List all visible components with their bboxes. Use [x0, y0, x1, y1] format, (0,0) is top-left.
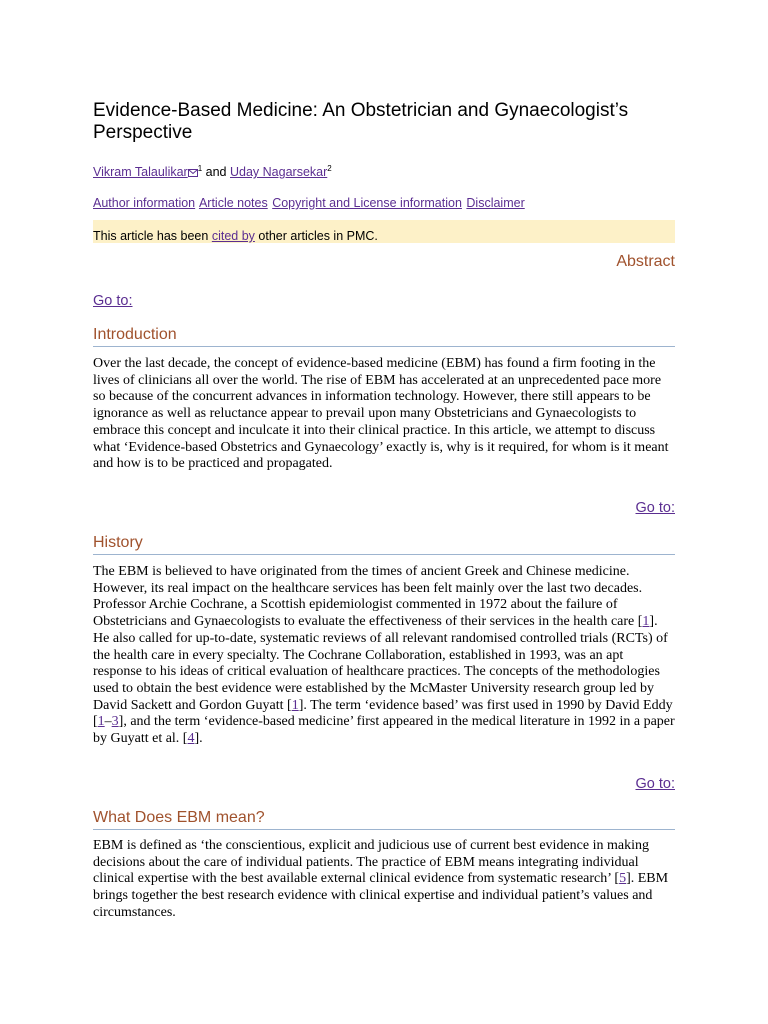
article-notes-link[interactable]: Article notes: [198, 196, 268, 210]
reference-link[interactable]: 4: [187, 731, 195, 747]
envelope-icon[interactable]: [188, 165, 198, 173]
history-paragraph: [93, 564, 675, 748]
abstract-heading[interactable]: Abstract: [616, 253, 675, 270]
cited-prefix: This article has been: [93, 229, 209, 243]
author-list: [93, 161, 332, 180]
author-link-nagarsekar[interactable]: Uday Nagarsekar: [230, 165, 328, 180]
history-text: The EBM is believed to have originated from the times of ancient Greek and Chinese medicine. However, its real impact on the healthcare services has been felt mainly over the last two decades. Professor Archie Cochrane, a Scottish epidemiologist commented in 1972 about the failure of Obstetricians and Gynaecologists to evaluate the effectiveness of their services in the health care [: [93, 564, 643, 630]
author-conjunction: and: [205, 165, 227, 180]
history-text: ]. He also called for up-to-date, systematic reviews of all relevant randomised controlled trials (RCTs) of the health care in every specialty. The Cochrane Collaboration, established in 1993, was an apt response to his ideas of critical evaluation of healthcare practices. The concepts of the methodologies used to obtain the best evidence were established by the McMaster University research group led by David Sackett and Gordon Guyatt [: [93, 614, 668, 713]
section-heading-ebm: What Does EBM mean?: [93, 809, 675, 830]
author-information-link[interactable]: Author information: [93, 196, 196, 210]
ebm-text: ]. EBM brings together the best research evidence with clinical expertise and individual patient’s values and circumstances.: [93, 871, 669, 920]
disclaimer-link[interactable]: Disclaimer: [466, 196, 525, 210]
copyright-license-link[interactable]: Copyright and License information: [272, 196, 462, 210]
section-heading-introduction: Introduction: [93, 326, 675, 347]
goto-link[interactable]: Go to:: [93, 293, 133, 309]
affiliation-marker: 1: [197, 164, 203, 173]
reference-link[interactable]: 3: [111, 714, 119, 730]
history-text: ].: [194, 731, 203, 747]
goto-link[interactable]: Go to:: [635, 776, 675, 792]
reference-link[interactable]: 1: [97, 714, 105, 730]
history-text: ], and the term ‘evidence-based medicine’ first appeared in the medical literature in 1992 in a paper by Guyatt et al. [: [93, 714, 675, 747]
affiliation-marker: 2: [327, 164, 332, 173]
section-heading-history: History: [93, 534, 675, 555]
cited-by-notice: [93, 220, 675, 243]
history-text: –: [104, 714, 112, 730]
reference-link[interactable]: 1: [291, 697, 299, 713]
introduction-paragraph: Over the last decade, the concept of evidence-based medicine (EBM) has found a firm footing in the lives of clinicians all over the world. The rise of EBM has accelerated at an unprecedented pace more so because of the concurrent advances in information technology. However, there still appears to be ignorance as well as reluctance appear to prevail upon many Obstetricians and Gynaecologists to embrace this concept and inculcate it into their clinical practice. In this article, we attempt to discuss what ‘Evidence-based Obstetrics and Gynaecology’ exactly is, why is it required, for whom is it meant and how is to be practiced and propagated.: [93, 356, 669, 472]
author-link-talaulikar[interactable]: Vikram Talaulikar: [93, 165, 188, 180]
article-meta-links: [93, 195, 526, 211]
reference-link[interactable]: 5: [619, 871, 627, 887]
goto-link[interactable]: Go to:: [635, 500, 675, 516]
ebm-paragraph: [93, 838, 675, 922]
cited-suffix: other articles in PMC.: [258, 229, 378, 243]
reference-link[interactable]: 1: [642, 614, 650, 630]
history-text: ]. The term ‘evidence based’ was first used in 1990 by David Eddy [: [93, 697, 673, 730]
article-title: Evidence-Based Medicine: An Obstetrician and Gynaecologist’s Perspective: [93, 100, 629, 143]
cited-by-link[interactable]: cited by: [211, 229, 255, 243]
ebm-text: EBM is defined as ‘the conscientious, explicit and judicious use of current best evidence in making decisions about the care of individual patients. The practice of EBM means integrating individual clinical expertise with the best available external clinical evidence from systematic research’ [: [93, 838, 649, 887]
